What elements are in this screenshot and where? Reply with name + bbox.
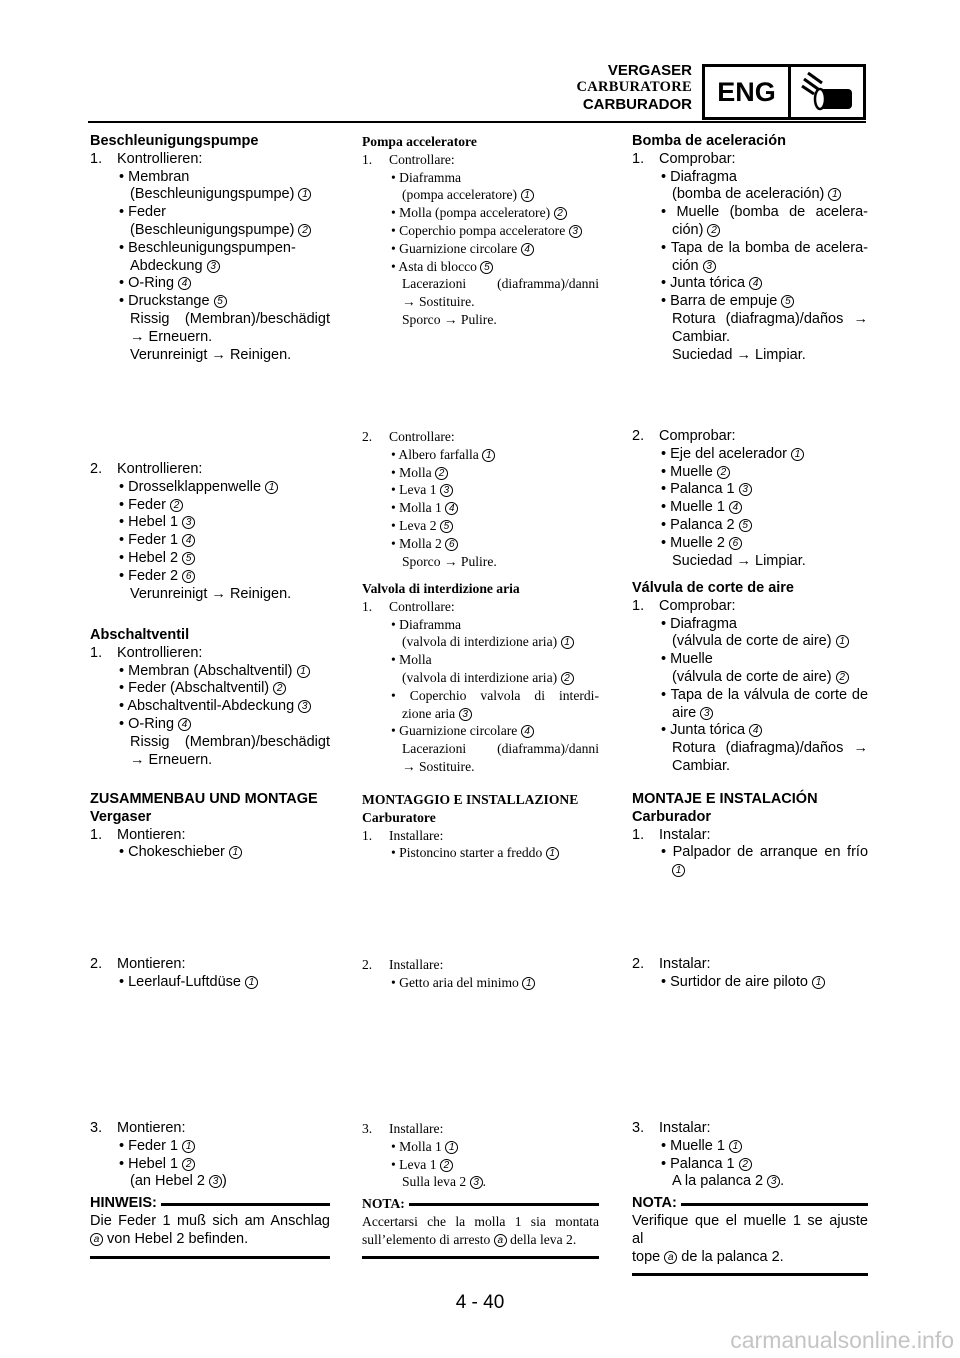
step-1: 1. Instalar: — [632, 826, 711, 843]
result-text: Cambiar. — [672, 757, 731, 774]
callout: 1 — [298, 188, 311, 201]
col-de-cutoff — [90, 627, 330, 769]
note-label: HINWEIS: — [90, 1195, 157, 1212]
note-label: NOTA: — [632, 1195, 677, 1212]
col-it-step3 — [362, 1120, 599, 1259]
list-item: • Diaframma — [391, 616, 462, 632]
note-text: Verifique que el muelle 1 se ajuste al — [632, 1212, 868, 1247]
col-de-pump — [90, 133, 330, 364]
callout: 3 — [207, 260, 220, 273]
list-item: • Hebel 1 2 — [90, 1156, 330, 1174]
list-item: • Feder 2 — [90, 497, 330, 515]
result-text: Lacerazioni (diaframma)/danni — [402, 276, 599, 292]
list-item: • Diafragma — [661, 615, 737, 632]
list-item-cont: (pompa acceleratore) 1 — [362, 186, 599, 204]
callout: 5 — [214, 295, 227, 308]
list-item: • Leerlauf-Luftdüse 1 — [90, 974, 330, 992]
list-item: • Hebel 1 3 — [90, 514, 330, 532]
list-item: • Diaframma — [391, 169, 462, 185]
col-es-step2 — [632, 956, 868, 992]
list-item: • Coperchio pompa acceleratore 3 — [362, 222, 599, 240]
list-item-cont: (válvula de corte de aire) 2 — [632, 669, 868, 687]
result-text: Rissig (Membran)/beschädigt — [130, 310, 330, 327]
list-item: • Pistoncino starter a freddo 1 — [362, 844, 599, 862]
list-item-cont: A la palanca 2 3 . — [672, 1173, 785, 1190]
list-item: • Membran — [119, 168, 190, 185]
col-es-cutoff — [632, 580, 868, 776]
list-item: • Surtidor de aire piloto 1 — [632, 974, 868, 992]
header-title-es: CARBURADOR — [582, 96, 692, 113]
list-item-cont: (valvola di interdizione aria) 1 — [362, 633, 599, 651]
carburetor-icon — [791, 67, 863, 117]
list-item: • Palpador de arranque en frío — [661, 844, 869, 861]
list-item-cont: (valvola di interdizione aria) 2 — [362, 669, 599, 687]
header-rule — [88, 121, 866, 123]
list-item: • Tapa de la válvula de corte de — [661, 686, 869, 703]
col-it-pump — [362, 133, 599, 329]
col-es-throttle — [632, 428, 868, 570]
col-it-cutoff — [362, 580, 599, 776]
list-item-cont: (bomba de aceleración) 1 — [632, 186, 868, 204]
result-text: Sporco → Pulire. — [402, 553, 497, 569]
list-item-cont: (Beschleunigungspumpe) 2 — [90, 222, 330, 240]
step-1: 1. Comprobar: — [632, 597, 736, 614]
step-1: 1. Controllare: — [362, 598, 455, 614]
list-item: • Druckstange 5 — [90, 293, 330, 311]
list-item-cont: Sulla leva 2 3 . — [402, 1174, 486, 1190]
col-it-assembly — [362, 791, 599, 862]
section-title: Bomba de aceleración — [632, 133, 786, 149]
result-text: Suciedad → Limpiar. — [672, 346, 806, 363]
step-2: 2. Controllare: — [362, 429, 455, 444]
header-title-it: CARBURATORE — [576, 79, 692, 95]
list-item: • Diafragma — [661, 168, 737, 185]
step-1: 1. Controllare: — [362, 151, 455, 167]
list-item-cont: (Beschleunigungspumpe) 1 — [90, 186, 330, 204]
list-item: • O-Ring 4 — [90, 716, 330, 734]
step-2: 2. Kontrollieren: — [90, 461, 203, 477]
list-item: • O-Ring 4 — [90, 275, 330, 293]
list-item: • Molla (pompa acceleratore) 2 — [362, 204, 599, 222]
step-3: 3. Instalar: — [632, 1120, 711, 1136]
list-item: • Feder — [119, 204, 166, 221]
col-de-throttle — [90, 461, 330, 603]
section-title: Abschaltventil — [90, 627, 190, 643]
list-item: • Beschleunigungspumpen- — [119, 239, 296, 256]
col-de-step2 — [90, 956, 330, 992]
step-1: 1. Comprobar: — [632, 150, 736, 167]
list-item-cont: 1 — [632, 862, 868, 880]
list-item: • Leva 1 3 — [362, 481, 599, 499]
list-item: • Chokeschieber 1 — [90, 844, 330, 862]
list-item: • Molla — [391, 652, 432, 668]
result-text: Sporco → Pulire. — [402, 311, 497, 327]
header-titles — [576, 62, 692, 113]
list-item: • Asta di blocco 5 — [362, 258, 599, 276]
step-1: 1. Installare: — [362, 827, 444, 843]
section-subtitle: Vergaser — [90, 808, 152, 825]
list-item: • Molla 2 6 — [362, 535, 599, 553]
list-item: • Molla 2 — [362, 464, 599, 482]
section-title: MONTAGGIO E INSTALLAZIONE — [362, 792, 579, 807]
note-text: Accertarsi che la molla 1 sia montata — [362, 1213, 599, 1229]
list-item: • Feder 2 6 — [90, 568, 330, 586]
note-rule — [632, 1273, 868, 1276]
list-item: • Eje del acelerador 1 — [632, 446, 868, 464]
list-item: • Muelle (bomba de acelera- — [661, 204, 869, 221]
result-text: Verunreinigt → Reinigen. — [130, 585, 292, 602]
col-es-assembly — [632, 791, 868, 880]
section-badge — [702, 64, 866, 120]
list-item: • Feder 1 4 — [90, 532, 330, 550]
eng-label: ENG — [705, 67, 791, 117]
result-text: Rissig (Membran)/beschädigt — [130, 733, 330, 750]
list-item: • Getto aria del minimo 1 — [362, 974, 599, 992]
list-item: • Palanca 2 5 — [632, 517, 868, 535]
note-header — [90, 1195, 330, 1213]
callout: 4 — [178, 277, 191, 290]
step-1: 1. Kontrollieren: — [90, 150, 203, 167]
header-title-de: VERGASER — [607, 62, 692, 79]
list-item: • Junta tórica 4 — [632, 275, 868, 293]
list-item: • Palanca 1 3 — [632, 481, 868, 499]
list-item: • Leva 2 5 — [362, 517, 599, 535]
result-text: → Sostituire. — [402, 294, 475, 310]
result-text: Lacerazioni (diaframma)/danni — [402, 741, 599, 757]
list-item: • Muelle 1 4 — [632, 499, 868, 517]
note-header — [632, 1195, 868, 1213]
col-it-step2 — [362, 956, 599, 992]
section-title: Válvula de corte de aire — [632, 580, 794, 596]
result-text: Cambiar. — [672, 328, 731, 345]
note-label: NOTA: — [362, 1196, 405, 1212]
list-item-cont: zione aria 3 — [362, 705, 599, 723]
col-it-throttle — [362, 428, 599, 570]
list-item: • Hebel 2 5 — [90, 550, 330, 568]
step-2: 2. Montieren: — [90, 956, 186, 972]
list-item-cont: ción 3 — [632, 258, 868, 276]
list-item: • Tapa de la bomba de acelera- — [661, 239, 869, 256]
step-1: 1. Montieren: — [90, 826, 186, 843]
list-item: • Palanca 1 2 — [632, 1156, 868, 1174]
section-title: ZUSAMMENBAU UND MONTAGE — [90, 791, 318, 807]
note-text: sull’elemento di arresto a della leva 2. — [362, 1231, 577, 1247]
col-es-pump — [632, 133, 868, 364]
result-text: → Sostituire. — [402, 758, 475, 774]
list-item: • Junta tórica 4 — [632, 722, 868, 740]
list-item: • Membran (Abschaltventil) 1 — [90, 663, 330, 681]
note-header — [362, 1195, 599, 1213]
section-subtitle: Carburatore — [362, 809, 436, 825]
section-title: MONTAJE E INSTALACIÓN — [632, 791, 818, 807]
step-2: 2. Instalar: — [632, 956, 711, 972]
result-text: → Erneuern. — [130, 751, 213, 768]
list-item: • Feder (Abschaltventil) 2 — [90, 680, 330, 698]
watermark: carmanualsonline.info — [730, 1327, 954, 1353]
list-item-cont: Abdeckung 3 — [90, 258, 330, 276]
list-item: • Albero farfalla 1 — [362, 446, 599, 464]
list-item: • Molla 1 4 — [362, 499, 599, 517]
step-1: 1. Kontrollieren: — [90, 644, 203, 661]
list-item: • Muelle 2 — [632, 464, 868, 482]
section-title: Valvola di interdizione aria — [362, 581, 520, 596]
list-item: • Muelle 1 1 — [632, 1138, 868, 1156]
result-text: Rotura (diafragma)/daños → — [672, 310, 868, 327]
callout: 2 — [298, 224, 311, 237]
col-es-step3 — [632, 1120, 868, 1276]
note-text: Die Feder 1 muß sich am Anschlag — [90, 1212, 330, 1229]
list-item: • Abschaltventil-Abdeckung 3 — [90, 698, 330, 716]
note-text: a von Hebel 2 befinden. — [90, 1231, 330, 1249]
list-item-cont: ción) 2 — [632, 222, 868, 240]
note-text: tope a de la palanca 2. — [632, 1248, 784, 1265]
list-item-cont: (válvula de corte de aire) 1 — [632, 633, 868, 651]
result-text: Rotura (diafragma)/daños → — [672, 740, 868, 757]
section-title: Beschleunigungspumpe — [90, 133, 259, 149]
step-3: 3. Installare: — [362, 1121, 444, 1136]
step-2: 2. Installare: — [362, 957, 444, 972]
list-item-cont: (an Hebel 2 3 ) — [130, 1173, 227, 1190]
list-item: • Barra de empuje 5 — [632, 293, 868, 311]
list-item: • Muelle 2 6 — [632, 535, 868, 553]
list-item: • Coperchio valvola di interdi- — [391, 687, 599, 703]
page-number: 4 - 40 — [455, 1292, 505, 1313]
list-item: • Guarnizione circolare 4 — [362, 722, 599, 740]
result-text: Verunreinigt → Reinigen. — [130, 346, 292, 363]
result-text: → Erneuern. — [130, 328, 213, 345]
list-item: • Molla 1 1 — [362, 1138, 599, 1156]
result-text: Suciedad → Limpiar. — [672, 552, 806, 569]
list-item: • Feder 1 1 — [90, 1138, 330, 1156]
note-rule — [362, 1256, 599, 1259]
step-3: 3. Montieren: — [90, 1120, 186, 1136]
note-rule — [90, 1256, 330, 1259]
list-item-cont: aire 3 — [632, 705, 868, 723]
list-item: • Muelle — [661, 651, 713, 668]
section-title: Pompa acceleratore — [362, 134, 477, 149]
list-item: • Leva 1 2 — [362, 1156, 599, 1174]
list-item: • Guarnizione circolare 4 — [362, 240, 599, 258]
col-de-assembly — [90, 791, 330, 862]
list-item: • Drosselklappenwelle 1 — [90, 479, 330, 497]
step-2: 2. Comprobar: — [632, 428, 736, 444]
col-de-step3 — [90, 1120, 330, 1259]
section-subtitle: Carburador — [632, 808, 711, 825]
